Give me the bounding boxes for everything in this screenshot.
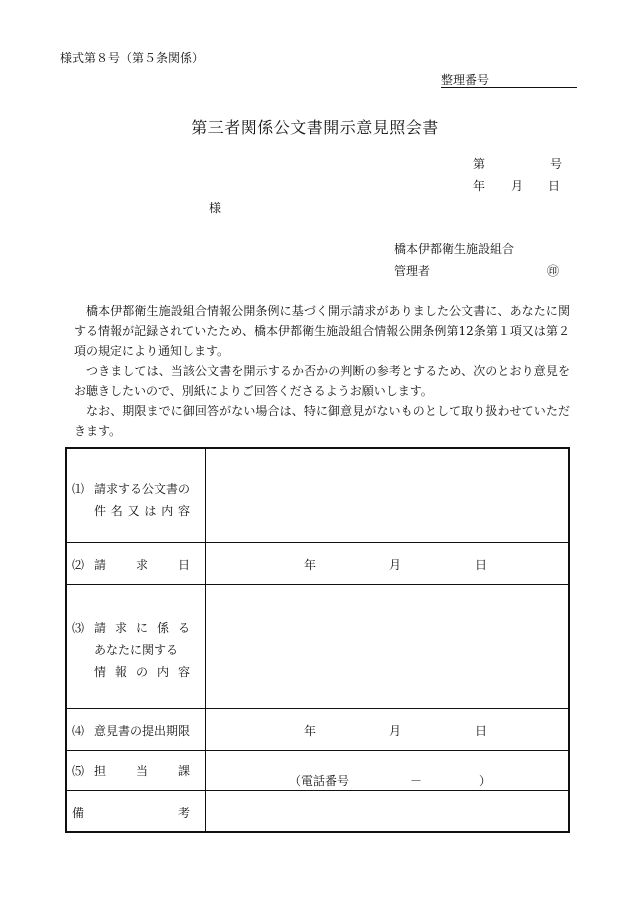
seal-mark: ㊞	[547, 264, 560, 278]
paragraph-deadline: なお、期限までに御回答がない場合は、特に御意見がないものとして取り扱わせていただきます。	[74, 404, 570, 438]
row-number: ⑶	[72, 621, 85, 635]
row-label: 請 求 日	[94, 558, 190, 572]
row-number: ⑸	[72, 764, 85, 778]
year-label: 年	[304, 724, 317, 738]
sender-organization: 橋本伊都衛生施設組合	[394, 242, 515, 256]
date-day-label: 日	[548, 179, 561, 193]
sender-title: 管理者	[394, 264, 431, 278]
row-label: 備 考	[72, 806, 190, 820]
day-label: 日	[475, 724, 488, 738]
date-year-label: 年	[473, 179, 486, 193]
row-requested-document	[67, 449, 568, 543]
row-label: 担 当 課	[94, 764, 190, 778]
year-label: 年	[304, 558, 317, 572]
document-title: 第三者関係公文書開示意見照会書	[191, 118, 439, 137]
row-label-line1: 請求する公文書の	[94, 482, 191, 496]
row-opinion-deadline	[67, 709, 568, 751]
row-label-line2: 件 名 又 は 内 容	[94, 504, 190, 518]
reference-number-field[interactable]: 整理番号	[441, 73, 577, 88]
month-label: 月	[389, 724, 402, 738]
issue-number-suffix: 号	[550, 157, 563, 171]
paragraph-notice: 橋本伊都衛生施設組合情報公開条例に基づく開示請求がありました公文書に、あなたに関する情報が記録されていたため、橋本伊都衛生施設組合情報公開条例第12条第１項又は第２項の規定により通知します。	[74, 304, 570, 358]
row-number: ⑴	[72, 482, 85, 496]
body-text	[74, 301, 570, 441]
form-number: 様式第８号（第５条関係）	[60, 51, 205, 65]
day-label: 日	[475, 558, 488, 572]
row-number: ⑵	[72, 558, 85, 572]
phone-number-dash: －	[410, 774, 423, 788]
date-month-label: 月	[511, 179, 524, 193]
issue-number-prefix: 第	[473, 157, 486, 171]
phone-number-close: ）	[479, 774, 492, 788]
row-related-information	[67, 585, 568, 709]
row-department-in-charge	[67, 751, 568, 791]
row-label-line2: あなたに関する	[94, 643, 179, 657]
inquiry-table	[65, 447, 570, 833]
row-remarks	[67, 791, 568, 831]
recipient-honorific: 様	[209, 201, 222, 215]
row-number: ⑷	[72, 724, 85, 738]
row-request-date	[67, 543, 568, 585]
row-label-line3: 情 報 の 内 容	[94, 665, 190, 679]
month-label: 月	[389, 558, 402, 572]
phone-number-open: （電話番号	[289, 774, 350, 788]
row-label-line1: 請 求 に 係 る	[94, 621, 190, 635]
row-label: 意見書の提出期限	[94, 724, 191, 738]
paragraph-request: つきましては、当該公文書を開示するか否かの判断の参考とするため、次のとおり意見をお聴きしたいので、別紙によりご回答くださるようお願いします。	[74, 364, 570, 398]
